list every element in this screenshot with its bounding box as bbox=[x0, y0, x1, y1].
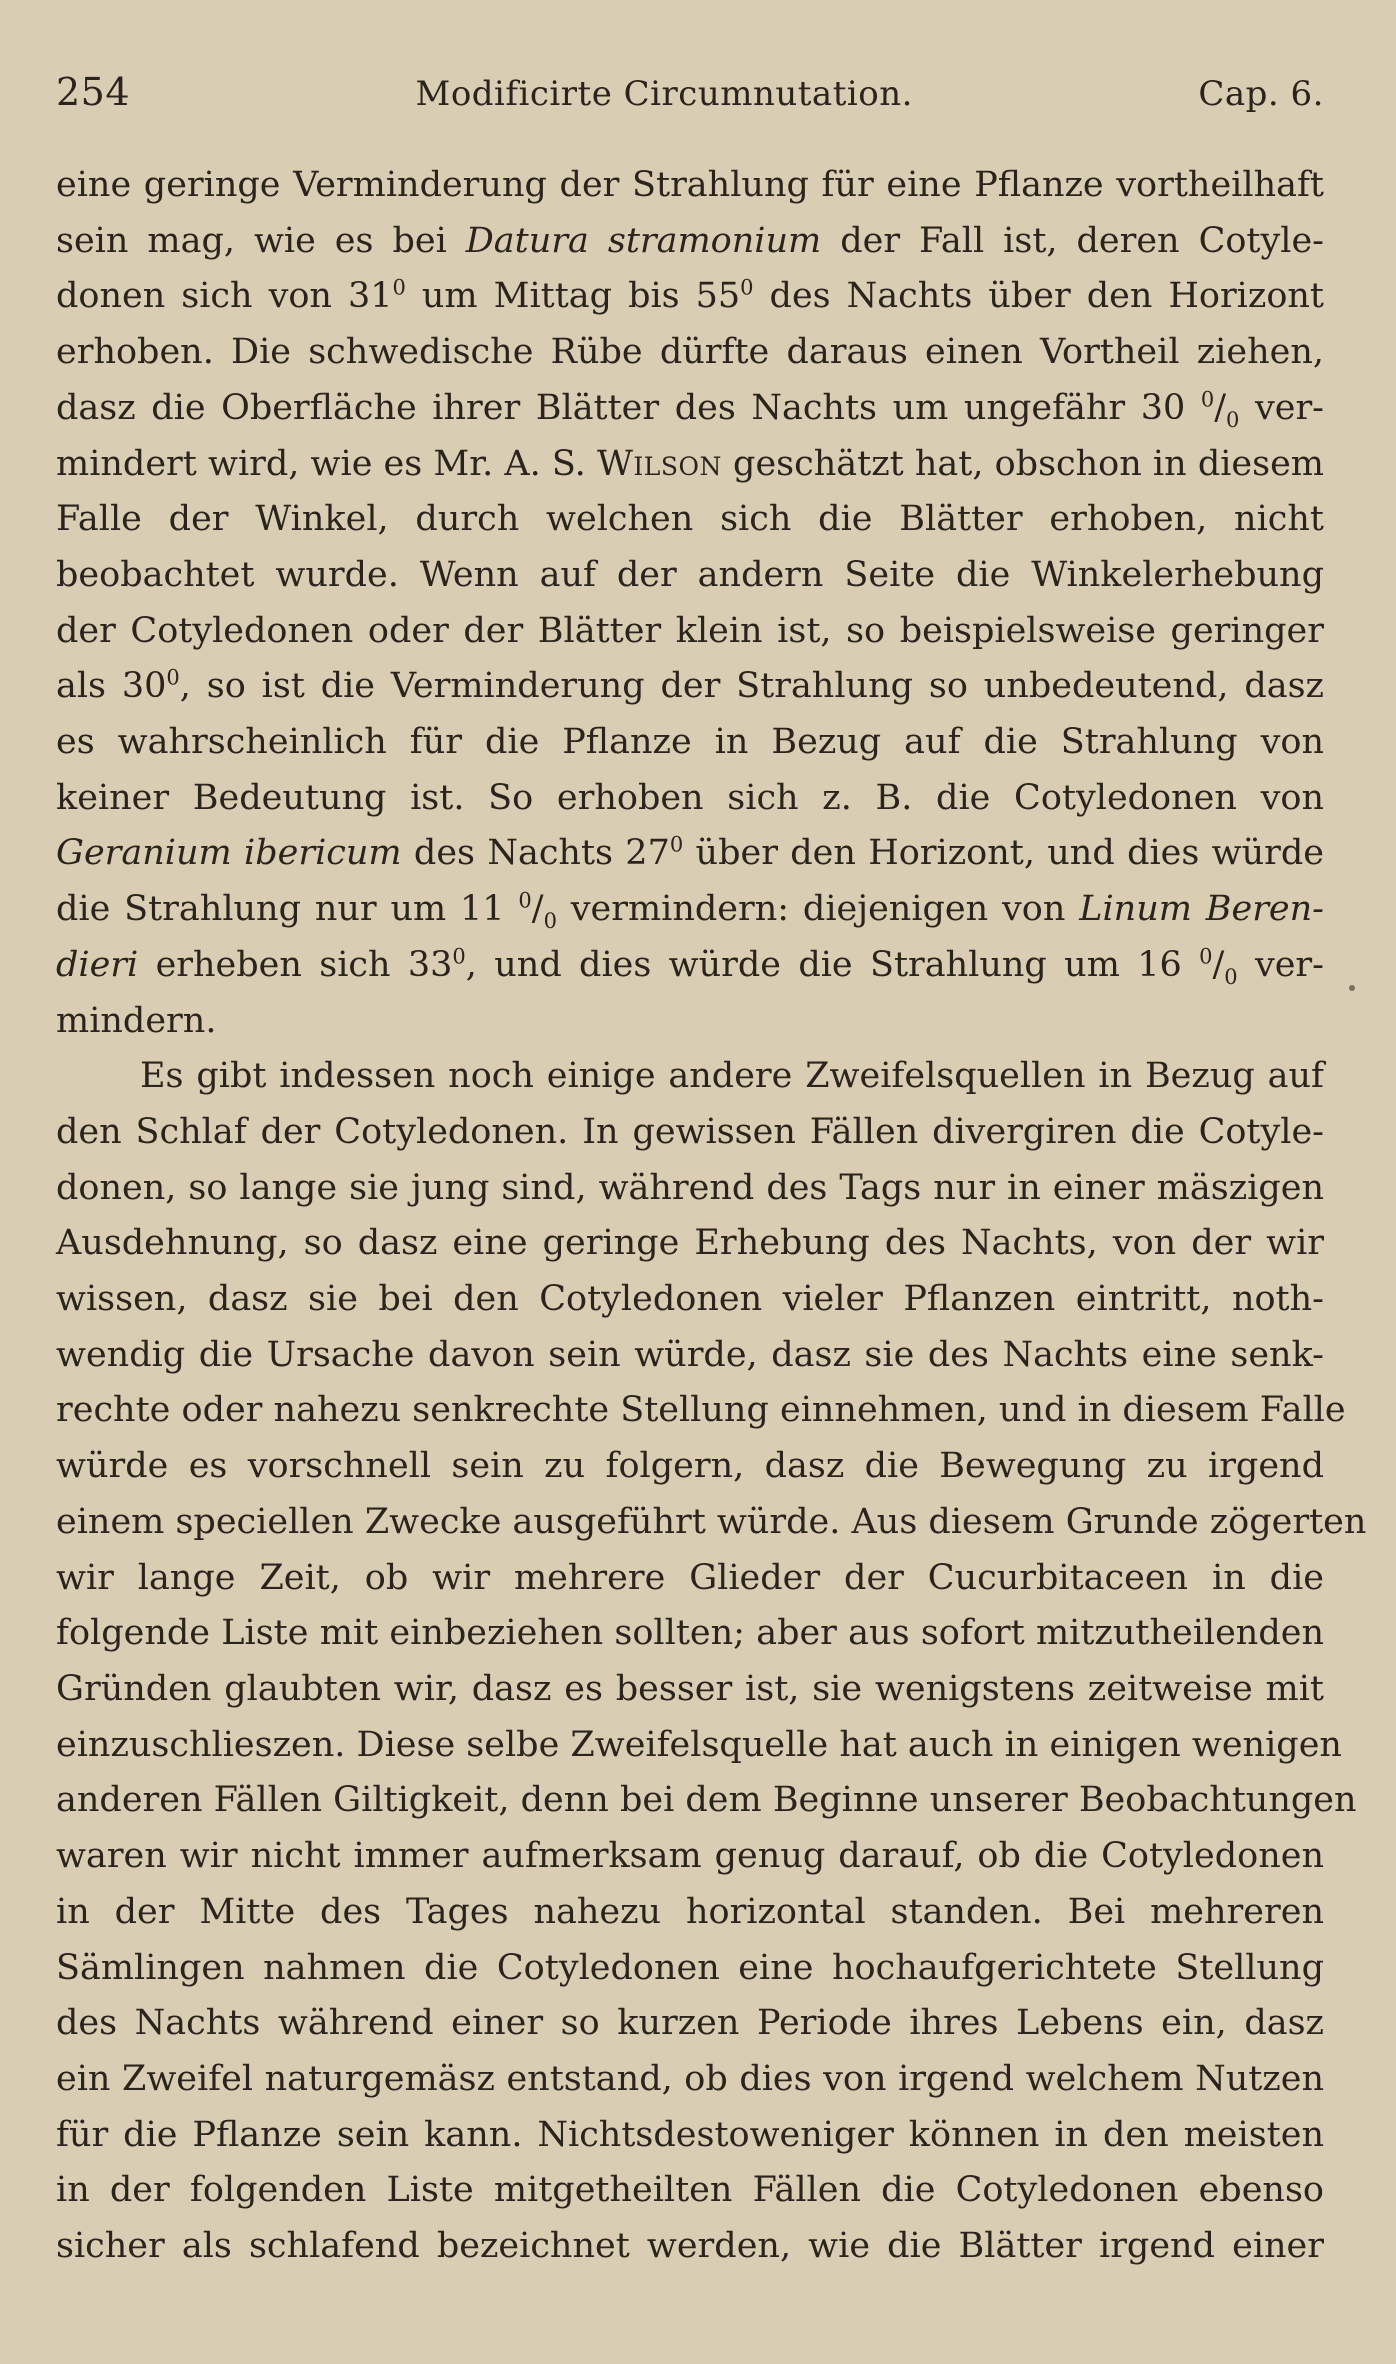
running-title: Modificirte Circumnutation. bbox=[415, 74, 913, 114]
text-line: es wahrscheinlich für die Pflanze in Bezug auf die Strahlung von bbox=[56, 722, 1324, 763]
text-line: rechte oder nahezu senkrechte Stellung einnehmen, und in diesem Falle bbox=[56, 1390, 1346, 1431]
text-line: ein Zweifel naturgemäsz entstand, ob dies von irgend welchem Nutzen bbox=[56, 2058, 1324, 2099]
text-line: wir lange Zeit, ob wir mehrere Glieder der Cucurbitaceen in die bbox=[56, 1557, 1324, 1598]
text-line: Ausdehnung, so dasz eine geringe Erhebung des Nachts, von der wir bbox=[56, 1223, 1324, 1264]
text-line: wendig die Ursache davon sein würde, dasz sie des Nachts eine senk- bbox=[56, 1334, 1324, 1375]
running-header bbox=[56, 70, 1324, 114]
text-line: eine geringe Verminderung der Strahlung für eine Pflanze vortheilhaft bbox=[56, 165, 1324, 205]
text-line: sein mag, wie es bei Datura stramonium der Fall ist, deren Cotyle- bbox=[56, 220, 1324, 261]
text-line: donen sich von $31^0$ um Mittag bis $55^0$ des Nachts über den Horizont bbox=[56, 275, 1324, 317]
text-line: Sämlingen nahmen die Cotyledonen eine hochaufgerichtete Stellung bbox=[56, 1947, 1324, 1988]
text-line: Geranium ibericum des Nachts $27^0$ über den Horizont, und dies würde bbox=[56, 832, 1324, 874]
text-line: in der folgenden Liste mitgetheilten Fällen die Cotyledonen ebenso bbox=[56, 2170, 1324, 2211]
text-line: erhoben. Die schwedische Rübe dürfte daraus einen Vortheil ziehen, bbox=[56, 332, 1324, 373]
text-line: donen, so lange sie jung sind, während des Tags nur in einer mäszigen bbox=[56, 1167, 1324, 1208]
text-line: für die Pflanze sein kann. Nichtsdestoweniger können in den meisten bbox=[56, 2114, 1324, 2155]
text-line: den Schlaf der Cotyledonen. In gewissen Fällen divergiren die Cotyle- bbox=[56, 1111, 1324, 1152]
text-line: keiner Bedeutung ist. So erhoben sich z. B. die Cotyledonen von bbox=[56, 777, 1324, 818]
body-text bbox=[56, 158, 1367, 2275]
text-line: anderen Fällen Giltigkeit, denn bei dem Beginne unserer Beobachtungen bbox=[56, 1780, 1357, 1821]
text-line: als $30^0$, so ist die Verminderung der Strahlung so unbedeutend, dasz bbox=[56, 665, 1324, 707]
text-line: die Strahlung nur um 11 $^0/_0$ vermindern: diejenigen von Linum Beren- bbox=[56, 888, 1325, 934]
text-line: mindern. bbox=[56, 1000, 217, 1041]
page-number: 254 bbox=[56, 70, 131, 114]
text-line: einzuschlieszen. Diese selbe Zweifelsquelle hat auch in einigen wenigen bbox=[56, 1724, 1342, 1765]
text-line: in der Mitte des Tages nahezu horizontal standen. Bei mehreren bbox=[56, 1891, 1324, 1932]
margin-speck bbox=[1349, 985, 1355, 991]
text-line: der Cotyledonen oder der Blätter klein ist, so beispielsweise geringer bbox=[56, 610, 1324, 651]
text-line: folgende Liste mit einbeziehen sollten; aber aus sofort mitzutheilenden bbox=[56, 1613, 1324, 1654]
text-line: wissen, dasz sie bei den Cotyledonen vieler Pflanzen eintritt, noth- bbox=[56, 1279, 1324, 1320]
text-line: dieri erheben sich $33^0$, und dies würde die Strahlung um 16 $^0/_0$ ver- bbox=[56, 944, 1324, 989]
text-line: Gründen glaubten wir, dasz es besser ist, sie wenigstens zeitweise mit bbox=[56, 1668, 1324, 1709]
text-line: dasz die Oberfläche ihrer Blätter des Nachts um ungefähr 30 $^0/_0$ ver- bbox=[56, 387, 1325, 432]
text-line: Falle der Winkel, durch welchen sich die Blätter erhoben, nicht bbox=[56, 499, 1324, 540]
chapter-label: Cap. 6. bbox=[1198, 74, 1324, 114]
text-line: Es gibt indessen noch einige andere Zweifelsquellen in Bezug auf bbox=[140, 1056, 1324, 1097]
text-line: des Nachts während einer so kurzen Periode ihres Lebens ein, dasz bbox=[56, 2003, 1324, 2044]
text-line: waren wir nicht immer aufmerksam genug darauf, ob die Cotyledonen bbox=[56, 1836, 1324, 1877]
text-line: sicher als schlafend bezeichnet werden, wie die Blätter irgend einer bbox=[56, 2226, 1324, 2267]
text-line: würde es vorschnell sein zu folgern, dasz die Bewegung zu irgend bbox=[56, 1446, 1324, 1487]
text-line: beobachtet wurde. Wenn auf der andern Seite die Winkelerhebung bbox=[56, 554, 1324, 595]
text-line: mindert wird, wie es Mr. A. S. Wilson geschätzt hat, obschon in diesem bbox=[56, 443, 1324, 484]
text-line: einem speciellen Zwecke ausgeführt würde. Aus diesem Grunde zögerten bbox=[56, 1501, 1367, 1542]
